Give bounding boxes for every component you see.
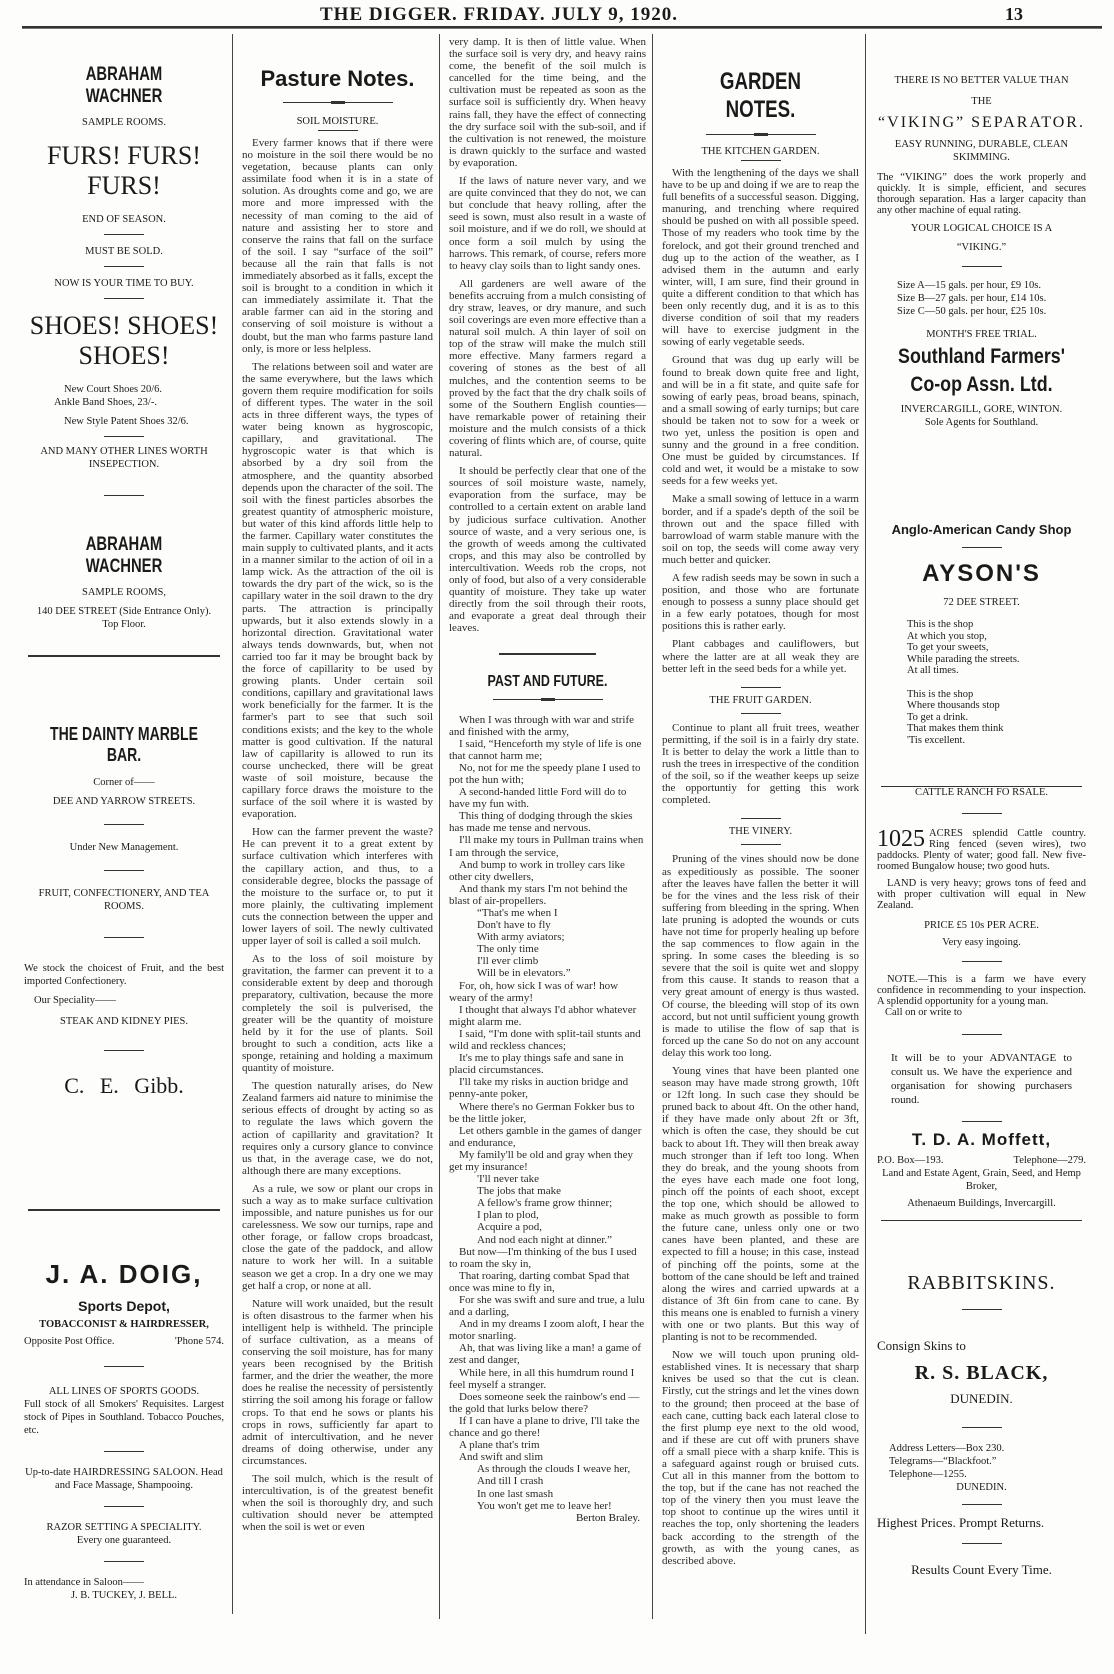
ad-text: Full stock of all Smokers' Requisites. Largest stock of Pipes in Southland. Tobacco Pouches, etc. bbox=[24, 1399, 224, 1436]
ad-address: 72 DEE STREET. bbox=[943, 597, 1020, 608]
ad-headline: FURS! FURS! bbox=[47, 141, 201, 170]
ad-text: MONTH'S FREE TRIAL. bbox=[926, 329, 1037, 340]
article-paragraph: Plant cabbages and cauliflowers, but where the latter are at all weak they are better left in the seed beds for a while yet. bbox=[662, 638, 859, 675]
ad-text: In attendance in Saloon—— bbox=[24, 1577, 144, 1588]
ad-price: Size A—15 gals. per hour, £9 10s. bbox=[897, 280, 1041, 291]
ad-text: LAND is very heavy; grows tons of feed and with proper cultivation will equal in New Zealand. bbox=[877, 878, 1086, 911]
masthead-title: THE DIGGER. FRIDAY. JULY 9, 1920. bbox=[320, 4, 679, 25]
ad-company: T. D. A. Moffett, bbox=[911, 1130, 1052, 1149]
verse-line: At all times. bbox=[907, 665, 959, 676]
article-paragraph: Now we will touch upon pruning old-established vines. It is necessary that sharp knives be used so that the cut is clean. Firstly, cut the strings and let the vines down to the ground; then proceed at the base of each cane, cutting back each lateral close to the first plump eye next to the old wood, and if these are cut off with pruners shave off a small piece with a sharp knife. This is a safeguard against rough or bruised cuts. Cut all in this manner from the bottom to the top, but if the cane has not reached the top of the vinery then you must leave the top shoot to continue up the wires until it reaches the top, only shortening the leaders back according to the strength of the growth, as with the young canes, as described above. bbox=[662, 1349, 859, 1567]
ad-text: Corner of—— bbox=[93, 777, 155, 788]
poem-line: This thing of dodging through the skies has made me tense and nervous. bbox=[449, 810, 633, 835]
verse-line: 'Tis excellent. bbox=[907, 734, 966, 746]
section-heading: THE FRUIT GARDEN. bbox=[709, 694, 812, 706]
ad-text: FRUIT, CONFECTIONERY, AND TEA ROOMS. bbox=[38, 888, 210, 912]
article-paragraph: Nature will work unaided, but the result is often disastrous to the farmer when his intelligent help is withheld. The principle of surface cultivation, as a means of conserving the soil moisture, has for many years been recognised by the British farmer, and the drier the weather, the more does he realise the necessity of persistently stirring the soil among his forage or fallow crops. To that end he sows or plants his crops in rows, sufficiently far apart to admit of intercultivation, and he never dreams of doing otherwise, under any circumstances. bbox=[242, 1297, 433, 1467]
poem-line: Will be in elevators.” bbox=[477, 967, 571, 980]
ad-text: P.O. Box—193. bbox=[877, 1155, 944, 1166]
poem-line: Let others gamble in the games of danger and endurance, bbox=[449, 1124, 642, 1149]
poem-line: I'll ever climb bbox=[477, 955, 539, 968]
poem-line: No, not for me the speedy plane I used to pot the hun with; bbox=[449, 761, 641, 786]
masthead bbox=[0, 2, 1114, 26]
poem-line: Does someone seek the rainbow's end —the gold that lurks below there? bbox=[449, 1390, 640, 1415]
article-pasture-notes bbox=[236, 34, 439, 1540]
ad-text: STEAK AND KIDNEY PIES. bbox=[60, 1016, 188, 1027]
ad-headline: FURS! bbox=[87, 171, 161, 200]
poem-line: And till I crash bbox=[477, 1475, 544, 1488]
poem-line: I said, “I'm done with split-tail stunts and wild and reckless chances; bbox=[449, 1027, 641, 1053]
ad-wachner-furs bbox=[16, 64, 232, 504]
article-continued bbox=[443, 34, 652, 1524]
poem-author: Berton Braley. bbox=[575, 1511, 640, 1524]
ad-text: The “VIKING” does the work properly and quickly. It is simple, efficient, and secures thorough separation. Has a larger capacity than any other machine of equal rating. bbox=[877, 172, 1086, 216]
poem-line: As through the clouds I weave her, bbox=[477, 1463, 631, 1476]
poem-line: The only time bbox=[477, 943, 539, 956]
ad-text: Up-to-date HAIRDRESSING SALOON. Head and Face Massage, Shampooing. bbox=[25, 1467, 223, 1491]
article-paragraph: It should be perfectly clear that one of the sources of soil moisture waste, namely, evaporation from the surface, may be controlled to a certain extent on arable land by judicious surface cultivation. Another source of waste, and a very serious one, is the growth of weeds among the cultivated crops, and this may also be controlled by intercultivation. Weeds rob the crops, not only of food, but also of a very considerable quantity of moisture. They take up water directly from the soil through their roots, and evaporate a great deal through their leaves. bbox=[449, 465, 646, 635]
poem-title: PAST AND FUTURE. bbox=[487, 672, 608, 690]
ad-text: J. B. TUCKEY, J. BELL. bbox=[70, 1590, 178, 1601]
ad-text: INVERCARGILL, GORE, WINTON. bbox=[900, 404, 1063, 415]
article-paragraph: A few radish seeds may be sown in such a position, and those who are fortunate enough to possess a sunny place should get in a few early potatoes, though for most positions this is rather early. bbox=[662, 572, 859, 633]
verse-line: Where thousands stop bbox=[907, 700, 1000, 711]
ad-dainty-marble-bar bbox=[16, 724, 232, 1221]
ad-text: EASY RUNNING, DURABLE, CLEAN SKIMMING. bbox=[894, 139, 1069, 163]
ad-headline: SHOES! SHOES! bbox=[29, 311, 219, 340]
poem-line: My family'll be old and gray when they get my insurance! bbox=[449, 1148, 633, 1173]
poem-line: A fellow's frame grow thinner; bbox=[477, 1197, 613, 1210]
poem-line: In one last smash bbox=[477, 1487, 554, 1500]
ad-text: THE bbox=[971, 96, 992, 107]
poem-line: It's me to play things safe and sane in placid circumstances. bbox=[449, 1052, 624, 1077]
ad-text: “VIKING.” bbox=[956, 242, 1007, 253]
ad-text: SAMPLE ROOMS, bbox=[81, 587, 167, 598]
poem-line: While here, in all this humdrum round I feel myself a stranger. bbox=[449, 1366, 635, 1391]
article-paragraph: How can the farmer prevent the waste? He can prevent it to a great extent by surface cultivation which interferes with the capillary action, and thus, to a considerable degree, blocks the passage of the moisture to the surface or, to put it more plainly, the cultivating implement cuts the connection between the upper and lower layers of soil. The newly cultivated upper layer of soil is called a soil mulch. bbox=[242, 826, 433, 948]
ad-text: TOBACCONIST & HAIRDRESSER, bbox=[39, 1319, 209, 1330]
ad-text: Sports Depot, bbox=[78, 1298, 170, 1314]
ad-aysons-candy bbox=[869, 522, 1094, 797]
ad-text: Our Speciality—— bbox=[34, 995, 116, 1006]
ad-company: R. S. BLACK, bbox=[914, 1362, 1049, 1384]
ad-cattle-ranch bbox=[869, 786, 1094, 1231]
verse-line: To get your sweets, bbox=[907, 642, 989, 653]
ad-address: 140 DEE STREET (Side Entrance Only). bbox=[36, 606, 212, 617]
ad-title: J. A. DOIG, bbox=[45, 1259, 203, 1289]
ad-company: Southland Farmers' bbox=[898, 345, 1065, 368]
ad-text: ALL LINES OF SPORTS GOODS. bbox=[48, 1386, 200, 1397]
poem-line: For she was swift and sure and true, a lulu and a darling, bbox=[449, 1294, 645, 1319]
ad-text: NOTE.—This is a farm we have every confidence in recommending to your inspection. A splendid opportunity for a young man. bbox=[877, 974, 1086, 1007]
ad-title: CATTLE RANCH FO RSALE. bbox=[914, 787, 1048, 798]
poem-line: A plane that's trim bbox=[459, 1439, 540, 1452]
poem-line: A second-handed little Ford will do to have my fun with. bbox=[449, 786, 627, 811]
article-paragraph: Continue to plant all fruit trees, weather permitting, if the soil is in a fairly dry state. It is better to delay the work a little than to rush the trees in irrespective of the condition of the soil, so if the weather keeps up seize the opportuntiy for getting this work completed. bbox=[662, 721, 859, 807]
poem-line: “That's me when I bbox=[477, 907, 558, 919]
ad-text: Opposite Post Office. bbox=[24, 1336, 115, 1347]
article-paragraph: Every farmer knows that if there were no moisture in the soil there would be no vegetation, because plants can only assimilate food when it is in a state of solution. As droughts come and go, we are more and more impressed with the necessity of man coming to the aid of nature and assisting her to store and conserve the rains that fall on the surface of the soil. I say “surface of the soil” because all the rain that falls is not immediately absorbed as it falls, except the soil is brought to a condition in which it can immediately assimilate it. That the arable farmer can aid in the storing and conserving of soil moisture is without a doubt, but the man who farms pasture land only, is more or less helpless. bbox=[242, 137, 433, 355]
poem-line: And swift and slim bbox=[459, 1451, 544, 1464]
ad-text: DUNEDIN. bbox=[956, 1482, 1007, 1493]
ad-text: Very easy ingoing. bbox=[942, 937, 1021, 948]
ad-text: YOUR LOGICAL CHOICE IS A bbox=[910, 223, 1053, 234]
ad-text: DEE AND YARROW STREETS. bbox=[52, 796, 196, 807]
ad-text: Address Letters—Box 230. bbox=[889, 1443, 1005, 1454]
verse-line: This is the shop bbox=[907, 688, 974, 700]
ad-title: ABRAHAM WACHNER bbox=[85, 64, 163, 107]
poem-line: I thought that always I'd abhor whatever might alarm me. bbox=[449, 1003, 637, 1028]
poem-line: Where there's no German Fokker bus to be the little joker, bbox=[449, 1100, 635, 1125]
article-title: GARDEN NOTES. bbox=[719, 68, 802, 123]
ad-headline: SHOES! bbox=[78, 341, 170, 370]
article-paragraph: The relations between soil and water are the same everywhere, but the laws which govern them require modification for soils of different types. The water in the soil acts in three different ways, the types of water being known as hygroscopic, capillary, and gravitational. The hygroscopic water is that which is absorbed by a dry soil from the atmosphere, and the quantity absorbed depends upon the character of the soil. The soil with the finest particles absorbes the greatest quantity of atmospheric moisture, but water of this kind affords little help to the farmer. Capillary water constitutes the main supply to cultivated plants, and it acts in a manner similar to the action of oil in a lamp wick. As the attraction of the oil is towards the dry part of the wick, so is the capillary water in the soil drawn to the dry parts. The attraction is principally upwards, but it also extends slowly in a horizontal direction. Gravitational water always tends downwards, but, when not carried too far it may be brought back by the force of capillarity to be used by growing plants. Under certain soil conditions, capillary and gravitational laws work beneficially for the farmer. It is the farmer's part to see that such soil conditions exists; and the key to the whole matter is good cultivation. If the natural law of capillarity is allowed to run its course unchecked, there will be great waste of soil moisture, because the capillary force draws the moisture to the surface of the soil where it is wasted by evaporation. bbox=[242, 360, 433, 821]
verse-line: At which you stop, bbox=[907, 630, 987, 642]
ad-phone: Telephone—279. bbox=[1013, 1155, 1086, 1166]
article-paragraph: very damp. It is then of little value. When the surface soil is very dry, and heavy rains come, the benefit of the soil mulch is cancelled for the time being, and the cultivation must be repeated as soon as the surface soil is sufficiently dry. When heavy rains fall, they have the effect of connecting the dry surface soil with the sub-soil, and if the cultivation is not renewed, the moisture is drawn quickly to the surface and wasted by evaporation. bbox=[449, 36, 646, 169]
ad-price: PRICE £5 10s PER ACRE. bbox=[924, 920, 1039, 931]
ad-text: Sole Agents for Southland. bbox=[924, 417, 1039, 428]
column-divider bbox=[865, 34, 866, 1634]
poem-line: That roaring, darting combat Spad that once was mine to fly in, bbox=[449, 1269, 630, 1294]
ad-price: Size B—27 gals. per hour, £14 10s. bbox=[897, 293, 1047, 304]
ad-slogan: Highest Prices. Prompt Returns. bbox=[877, 1515, 1045, 1530]
poem-line: You won't get me to leave her! bbox=[477, 1499, 612, 1512]
poem-line: I said, “Henceforth my style of life is one that cannot harm me; bbox=[449, 737, 642, 762]
article-garden-notes bbox=[656, 34, 865, 1573]
ad-price: Size C—50 gals. per hour, £25 10s. bbox=[897, 306, 1047, 317]
article-subtitle: SOIL MOISTURE. bbox=[296, 116, 379, 127]
column-ads-left bbox=[16, 34, 232, 1674]
ad-item: New Style Patent Shoes 32/6. bbox=[64, 416, 189, 427]
ad-text: NOW IS YOUR TIME TO BUY. bbox=[54, 278, 194, 289]
masthead-rule bbox=[22, 26, 1102, 29]
article-paragraph: The soil mulch, which is the result of intercultivation, is of the greatest benefit when the soil is thoroughly dry, and such cultivation should never be attempted when the soil is wet or even bbox=[242, 1473, 433, 1534]
ad-company: Co-op Assn. Ltd. bbox=[910, 373, 1053, 396]
section-heading: THE VINERY. bbox=[728, 826, 793, 838]
poem-line: With army aviators; bbox=[477, 931, 565, 944]
ad-phone: Telephone—1255. bbox=[889, 1469, 967, 1480]
ad-slogan: Results Count Every Time. bbox=[911, 1562, 1052, 1577]
ad-item: New Court Shoes 20/6. bbox=[64, 384, 162, 395]
ad-text: AND MANY OTHER LINES WORTH INSEPECTION. bbox=[40, 446, 208, 470]
poem-line: I'll make my tours in Pullman trains when I am through the service, bbox=[449, 834, 644, 859]
ad-text: Top Floor. bbox=[102, 619, 146, 630]
ad-title: THE DAINTY MARBLE BAR. bbox=[50, 724, 198, 765]
poem-line: Don't have to fly bbox=[477, 919, 551, 932]
poem-line: 'I'll never take bbox=[477, 1173, 539, 1186]
ad-proprietor: C. E. Gibb. bbox=[64, 1073, 184, 1098]
ad-company: AYSON'S bbox=[922, 560, 1041, 587]
poem-line: And bump to work in trolley cars like other city dwellers, bbox=[449, 858, 625, 883]
article-paragraph: Ground that was dug up early will be found to break down quite free and light, and will be in a fit state, and quite safe for sowing of early peas, broad beans, spinach, and a small sowing of early turnips; but care should be taken not to sow for a week or two yet, unless the position is open and sunny and the ground in a free condition. One must be guided by circumstances. If cold and wet, it would be a mistake to sow seeds for a few weeks yet. bbox=[662, 354, 859, 488]
ad-address: Athenaeum Buildings, Invercargill. bbox=[907, 1198, 1056, 1209]
poem-line: Ah, that was living like a man! a game of zest and danger, bbox=[449, 1342, 642, 1367]
poem bbox=[449, 714, 646, 1512]
verse-line: This is the shop bbox=[907, 619, 974, 630]
poem-line: I'll take my risks in auction bridge and penny-ante poker, bbox=[449, 1076, 629, 1101]
article-paragraph: Pruning of the vines should now be done as expeditiously as possible. The sooner after the leaves have fallen the better it will be for the vines and the less risk of their suffering from bleeding in the spring. When late pruning is adopted the wounds or cuts have not time for properly healing up before the sap commences to flow again in the spring. In some cases the bleeding is so severe that the soil is quite wet and sloppy from this cause. It stands to reason that a very great amount of energy is thus wasted. Of course, the bleeding will stop of its own accord, but not until sufficient young growth is made to utilise the flow of sap that is forced up the cane So do not on any account delay this work too long. bbox=[662, 853, 859, 1059]
ad-title: RABBITSKINS. bbox=[907, 1272, 1056, 1294]
poem-line: When I was through with war and strife and finished with the army, bbox=[449, 713, 635, 738]
section-heading: THE KITCHEN GARDEN. bbox=[701, 146, 820, 157]
verse-line: While parading the streets. bbox=[907, 653, 1020, 665]
column-divider bbox=[439, 34, 440, 1619]
article-paragraph: As a rule, we sow or plant our crops in such a way as to make surface cultivation impossible, and nature punishes us for our carelessness. We sow our turnips, rape and other forage, or fallow crops broadcast, close the gate of the paddock, and allow nature to work her will. In a suitable season we get a crop. In a dry one we may get half a crop, or none at all. bbox=[242, 1182, 433, 1292]
poem-line: And nod each night at dinner.” bbox=[477, 1233, 613, 1246]
article-paragraph: The question naturally arises, do New Zealand farmers aid nature to minimise the serious effects of drought by acting so as to regulate the laws which govern the action of capillarity and gravitation? It requires only a cursory glance to convince us that, in the average case, we do not, although there are many exceptions. bbox=[242, 1080, 433, 1177]
ad-text: Land and Estate Agent, Grain, Seed, and Hemp Broker, bbox=[882, 1168, 1081, 1192]
ad-text: END OF SEASON. bbox=[82, 214, 166, 225]
ad-title: Anglo-American Candy Shop bbox=[891, 522, 1072, 537]
ad-text: Every one guaranteed. bbox=[76, 1535, 172, 1546]
ad-wachner-address bbox=[16, 534, 232, 667]
ad-title: “VIKING” SEPARATOR. bbox=[878, 114, 1085, 131]
poem-line: Acquire a pod, bbox=[477, 1221, 543, 1234]
article-paragraph: Make a small sowing of lettuce in a warm border, and if a spade's depth of the soil be thrown out and the space filled with barrowload of warm stable manure with the soil on top, the seeds will come away very much better and quicker. bbox=[662, 493, 859, 566]
poem-line: For, oh, how sick I was of war! how weary of the army! bbox=[449, 979, 619, 1004]
column-divider bbox=[652, 34, 653, 1619]
ad-viking-separator bbox=[869, 74, 1094, 429]
ad-text: We stock the choicest of Fruit, and the best imported Confectionery. bbox=[24, 963, 224, 987]
ad-text: THERE IS NO BETTER VALUE THAN bbox=[894, 75, 1069, 86]
ad-text: DUNEDIN. bbox=[950, 1391, 1013, 1406]
ad-rabbitskins bbox=[869, 1272, 1094, 1578]
ad-doig bbox=[16, 1259, 232, 1602]
page-number: 13 bbox=[1005, 4, 1023, 24]
ad-text: Under New Management. bbox=[69, 842, 179, 853]
ad-text: Telegrams—“Blackfoot.” bbox=[889, 1456, 997, 1467]
poem-line: And thank my stars I'm not behind the blast of air-propellers. bbox=[449, 882, 628, 907]
article-paragraph: Young vines that have been planted one season may have made strong growth, 10ft or 12ft long. In such case they should be pruned back to about 4ft. On the other hand, if they have made only about 2ft or 3ft, which is often the case, they should be cut back to about 1ft. They will then break away much stronger than if left too long. When they do break, and the young shoots from the eyes have each made one foot long, pinch off the points of each shoot, except the top one, which should be allowed to make as much growth as possible to form the future cane, unless only one or two canes have been planted, and these are expected to fill a house; in this case, instead of pinching off the points, some at the bottom of the cane should be left and trained along the wires and carried upwards at a distance of 3ft 6in from cane to cane. By this means one is enabled to furnish a vinery with one or two plants. But this way of planting is not to be recommended. bbox=[662, 1065, 859, 1344]
ad-text: It will be to your ADVANTAGE to consult us. We have the experience and organisation for showing purchasers round. bbox=[891, 1052, 1072, 1106]
ad-text: MUST BE SOLD. bbox=[85, 246, 163, 257]
poem-line: I plan to plod, bbox=[477, 1209, 539, 1222]
poem-line: If I can have a plane to drive, I'll take the chance and go there! bbox=[449, 1414, 640, 1440]
column-ads-right bbox=[869, 34, 1094, 1674]
ad-text: SAMPLE ROOMS. bbox=[81, 117, 167, 128]
ad-verse bbox=[877, 689, 1086, 747]
ad-phone: 'Phone 574. bbox=[174, 1336, 224, 1347]
poem-line: The jobs that make bbox=[477, 1185, 562, 1198]
verse-line: To get a drink. bbox=[907, 711, 969, 723]
ad-title: ABRAHAM WACHNER bbox=[85, 534, 163, 577]
ad-acres: 1025 bbox=[877, 826, 925, 852]
ad-text: RAZOR SETTING A SPECIALITY. bbox=[46, 1522, 202, 1533]
article-title: Pasture Notes. bbox=[260, 66, 415, 91]
article-paragraph: All gardeners are well aware of the benefits accruing from a mulch consisting of dry straw, leaves, or dry manure, and such soil coverings are even more effective than a natural soil mulch. A thin layer of soil on top of the straw will make the mulch still more effective. Many farmers regard a covering of stones as the best of all mulches, and the contention seems to be proved by the fact that the dry chalk soils of some of the Southern English counties—have remarkable power of retaining their moisture and the mulch consists of a thick covering of flints which are, of course, quite natural. bbox=[449, 277, 646, 460]
ad-verse bbox=[877, 619, 1086, 677]
column-divider bbox=[232, 34, 233, 1614]
article-paragraph: With the lengthening of the days we shall have to be up and doing if we are to reap the full benefits of a successful season. Digging, manuring, and trenching where required should be pushed on with all possible speed. Those of my readers who took time by the forelock, and got their ground trenched and dug up to the action of the weather, as I advised them in the autumn and early winter, will, I am sure, find their ground in quite a different condition to that which has been only recently dug, and it is as to this diverse condition of soil that my readers will have to exercise judgment in the sowing of early vegetable seeds. bbox=[662, 167, 859, 349]
article-paragraph: As to the loss of soil moisture by gravitation, the farmer can prevent it to a considerable extent by deep and thorough preparatory, cultivation, because the more completely the soil is pulverised, the greater will be the quantity of moisture held by it for the use of plants. Soil brought to such a condition, acts like a sponge, retaining and holding a maximum quantity of moisture. bbox=[242, 953, 433, 1075]
ad-item: Ankle Band Shoes, 23/-. bbox=[54, 397, 157, 408]
poem-line: And in my dreams I zoom aloft, I hear the motor snarling. bbox=[449, 1318, 645, 1343]
ad-text: ACRES splendid Cattle country. Ring fenced (seven wires), two paddocks. Plenty of water; good fall. New five-roomed Bungalow house; two good huts. bbox=[877, 828, 1086, 872]
poem-line: But now—I'm thinking of the bus I used to roam the sky in, bbox=[449, 1245, 637, 1270]
ad-text: Call on or write to bbox=[885, 1007, 962, 1018]
article-paragraph: If the laws of nature never vary, and we are quite convinced that they do not, we can but conclude that heavy rolling, after the seed is sown, must also result in a waste of soil moisture, and if we do roll, we should at once form a soil mulch by using the harrows. This remark, of course, refers more to heavy clay soils than to light sandy ones. bbox=[449, 175, 646, 272]
verse-line: That makes them think bbox=[907, 723, 1004, 734]
ad-text: Consign Skins to bbox=[877, 1338, 966, 1353]
